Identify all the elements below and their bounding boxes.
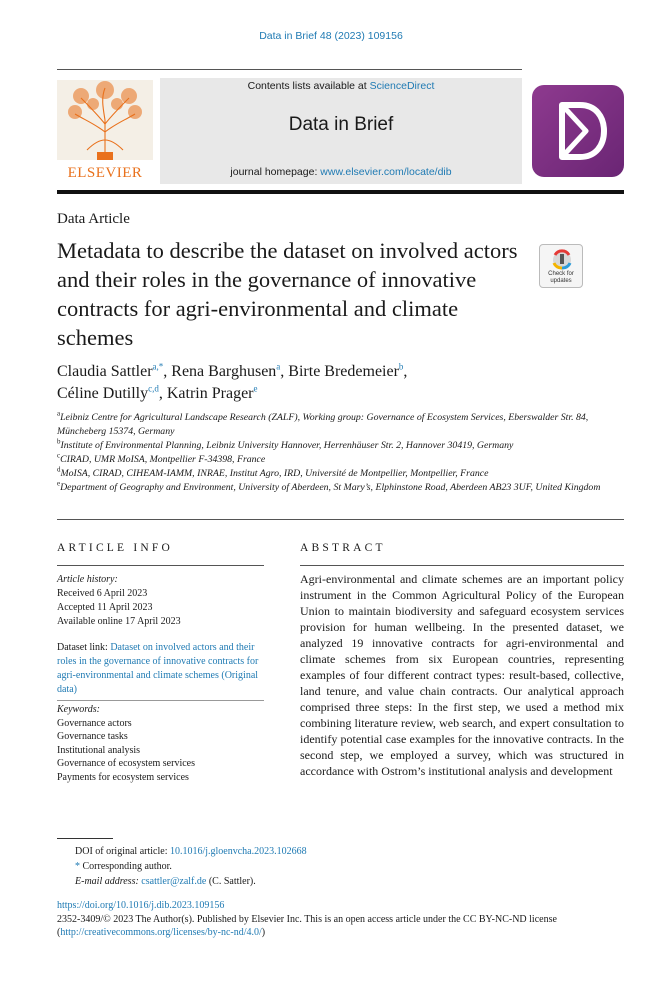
article-type: Data Article	[57, 211, 130, 227]
author-affiliation-mark[interactable]: b	[398, 361, 404, 372]
license-text: 2352-3409/© 2023 The Author(s). Published by Elsevier Inc. This is an open access article under the CC BY-NC-ND license (	[57, 913, 557, 938]
keyword: Payments for ecosystem services	[57, 771, 189, 783]
keywords-block	[57, 703, 267, 784]
dataset-link[interactable]: Dataset on involved actors and their roles in the governance of innovative contracts for agri-environmental and climate schemes (Original data)	[57, 642, 259, 695]
keywords-label: Keywords:	[57, 704, 100, 715]
homepage-link[interactable]: www.elsevier.com/locate/dib	[320, 166, 452, 178]
online-date: Available online 17 April 2023	[57, 616, 181, 627]
article-history	[57, 573, 267, 629]
author-affiliation-mark[interactable]: a,*	[152, 361, 164, 372]
affiliation-item	[57, 467, 617, 481]
keyword: Governance tasks	[57, 731, 128, 742]
email-footnote	[75, 874, 615, 889]
abstract-heading: ABSTRACT	[300, 542, 386, 554]
corresponding-mark: *	[75, 861, 80, 872]
abstract-rule	[300, 565, 624, 566]
affiliation-text: Leibniz Centre for Agricultural Landscape Research (ZALF), Working group: Governance of Ecosystem Services, Eberswalder Str. 84, Müncheberg 15374, Germany	[57, 412, 589, 437]
journal-cover-icon	[532, 85, 624, 177]
author	[171, 363, 288, 380]
footnote-rule	[57, 838, 113, 839]
author-affiliation-mark[interactable]: a	[276, 361, 281, 372]
journal-title: Data in Brief	[288, 114, 394, 135]
corresponding-text: Corresponding author.	[82, 861, 172, 872]
article-doi-link[interactable]: https://doi.org/10.1016/j.dib.2023.109156	[57, 900, 225, 911]
affiliation-text: MoISA, CIRAD, CIHEAM-IAMM, INRAE, Institut Agro, IRD, Université de Montpellier, Montpellier, France	[60, 468, 489, 479]
elsevier-wordmark: ELSEVIER	[67, 165, 143, 181]
masthead-rule-top	[57, 69, 522, 70]
license-link[interactable]: http://creativecommons.org/licenses/by-nc-nd/4.0/	[60, 927, 262, 938]
affiliation-item	[57, 439, 617, 453]
footnotes	[75, 844, 615, 889]
sciencedirect-link[interactable]: ScienceDirect	[369, 80, 435, 92]
author-name: Céline Dutilly	[57, 385, 149, 402]
affiliation-text: Institute of Environmental Planning, Leibniz University Hannover, Herrenhäuser Str. 2, Hannover 30419, Germany	[60, 440, 514, 451]
keyword: Governance of ecosystem services	[57, 758, 195, 769]
author-name: Birte Bredemeier	[288, 363, 399, 380]
doi-license-block	[57, 899, 624, 940]
author-separator: ,	[280, 363, 289, 380]
article-title: Metadata to describe the dataset on involved actors and their roles in the governance of innovative contracts for agri-environmental and climate schemes	[57, 238, 518, 350]
article-info-rule	[57, 565, 264, 566]
masthead-rule-bottom	[57, 190, 624, 194]
corresponding-footnote	[75, 859, 615, 874]
author-name: Katrin Prager	[166, 385, 254, 402]
contents-prefix: Contents lists available at	[247, 80, 370, 92]
affiliation-mark: e	[57, 479, 61, 488]
abstract-text: Agri-environmental and climate schemes are an important policy instrument in the Common Agricultural Policy of the European Union to maintain biodiversity and safeguard ecosystem services provision for human wellbeing. In the presented dataset, we analyzed 19 innovative contracts for agri-environmental and climate schemes from six European countries, representing examples of four different contract types: result-based, collective, land tenure, and value chain contracts. Our analytical approach comprised three steps: In the first step, we used a method mix combining literature review, web search, and expert consultation to identify potential case examples for the innovative contracts. In the second step, we employed a survey, which was structured in accordance with Ostrom’s institutional analysis and development	[300, 572, 624, 778]
contents-line	[160, 80, 522, 92]
author-separator: ,	[403, 363, 408, 380]
affiliation-item	[57, 453, 617, 467]
author-separator: ,	[163, 363, 172, 380]
accepted-date: Accepted 11 April 2023	[57, 602, 153, 613]
keyword: Institutional analysis	[57, 744, 141, 756]
article-info-heading: ARTICLE INFO	[57, 542, 173, 554]
email-suffix: (C. Sattler).	[206, 876, 256, 887]
author-affiliation-mark[interactable]: c,d	[148, 383, 159, 394]
dataset-link-block	[57, 641, 272, 697]
affiliation-list	[57, 411, 617, 495]
running-head[interactable]: Data in Brief 48 (2023) 109156	[259, 30, 403, 42]
affiliation-mark: c	[57, 451, 61, 460]
author-name: Claudia Sattler	[57, 363, 153, 380]
homepage-prefix: journal homepage:	[230, 166, 321, 178]
email-link[interactable]: csattler@zalf.de	[141, 876, 207, 887]
author-affiliation-mark[interactable]: e	[253, 383, 258, 394]
author	[167, 385, 258, 402]
author	[288, 363, 407, 380]
license-line	[57, 913, 624, 940]
affiliation-text: CIRAD, UMR MoISA, Montpellier F-34398, France	[60, 454, 266, 465]
author-separator: ,	[158, 385, 167, 402]
author-list	[57, 361, 617, 405]
history-label: Article history:	[57, 574, 118, 585]
received-date: Received 6 April 2023	[57, 588, 148, 599]
author	[57, 363, 171, 380]
affiliation-mark: a	[57, 409, 61, 418]
homepage-line	[160, 166, 522, 178]
affiliation-mark: b	[57, 437, 61, 446]
affiliation-item	[57, 481, 617, 495]
check-for-updates-label	[539, 271, 583, 285]
original-doi-link[interactable]: 10.1016/j.gloenvcha.2023.102668	[169, 846, 307, 857]
affiliation-item	[57, 411, 617, 439]
dataset-label: Dataset link:	[57, 642, 111, 653]
license-close: )	[261, 927, 266, 938]
affiliation-text: Department of Geography and Environment, University of Aberdeen, St Mary’s, Elphinstone Road, Aberdeen AB23 3UF, United Kingdom	[60, 482, 601, 493]
author-name: Rena Barghusen	[171, 363, 277, 380]
keywords-rule	[57, 700, 264, 701]
author	[57, 385, 167, 402]
original-doi-prefix: DOI of original article:	[75, 846, 170, 857]
affiliation-mark: d	[57, 465, 61, 474]
crossmark-line-1: Check for	[548, 271, 574, 277]
keyword: Governance actors	[57, 717, 132, 729]
crossmark-line-2: updates	[550, 278, 572, 284]
original-doi-footnote	[75, 844, 615, 859]
section-divider	[57, 519, 624, 520]
data-in-brief-logo-icon	[532, 85, 624, 177]
email-label: E-mail address:	[75, 876, 142, 887]
